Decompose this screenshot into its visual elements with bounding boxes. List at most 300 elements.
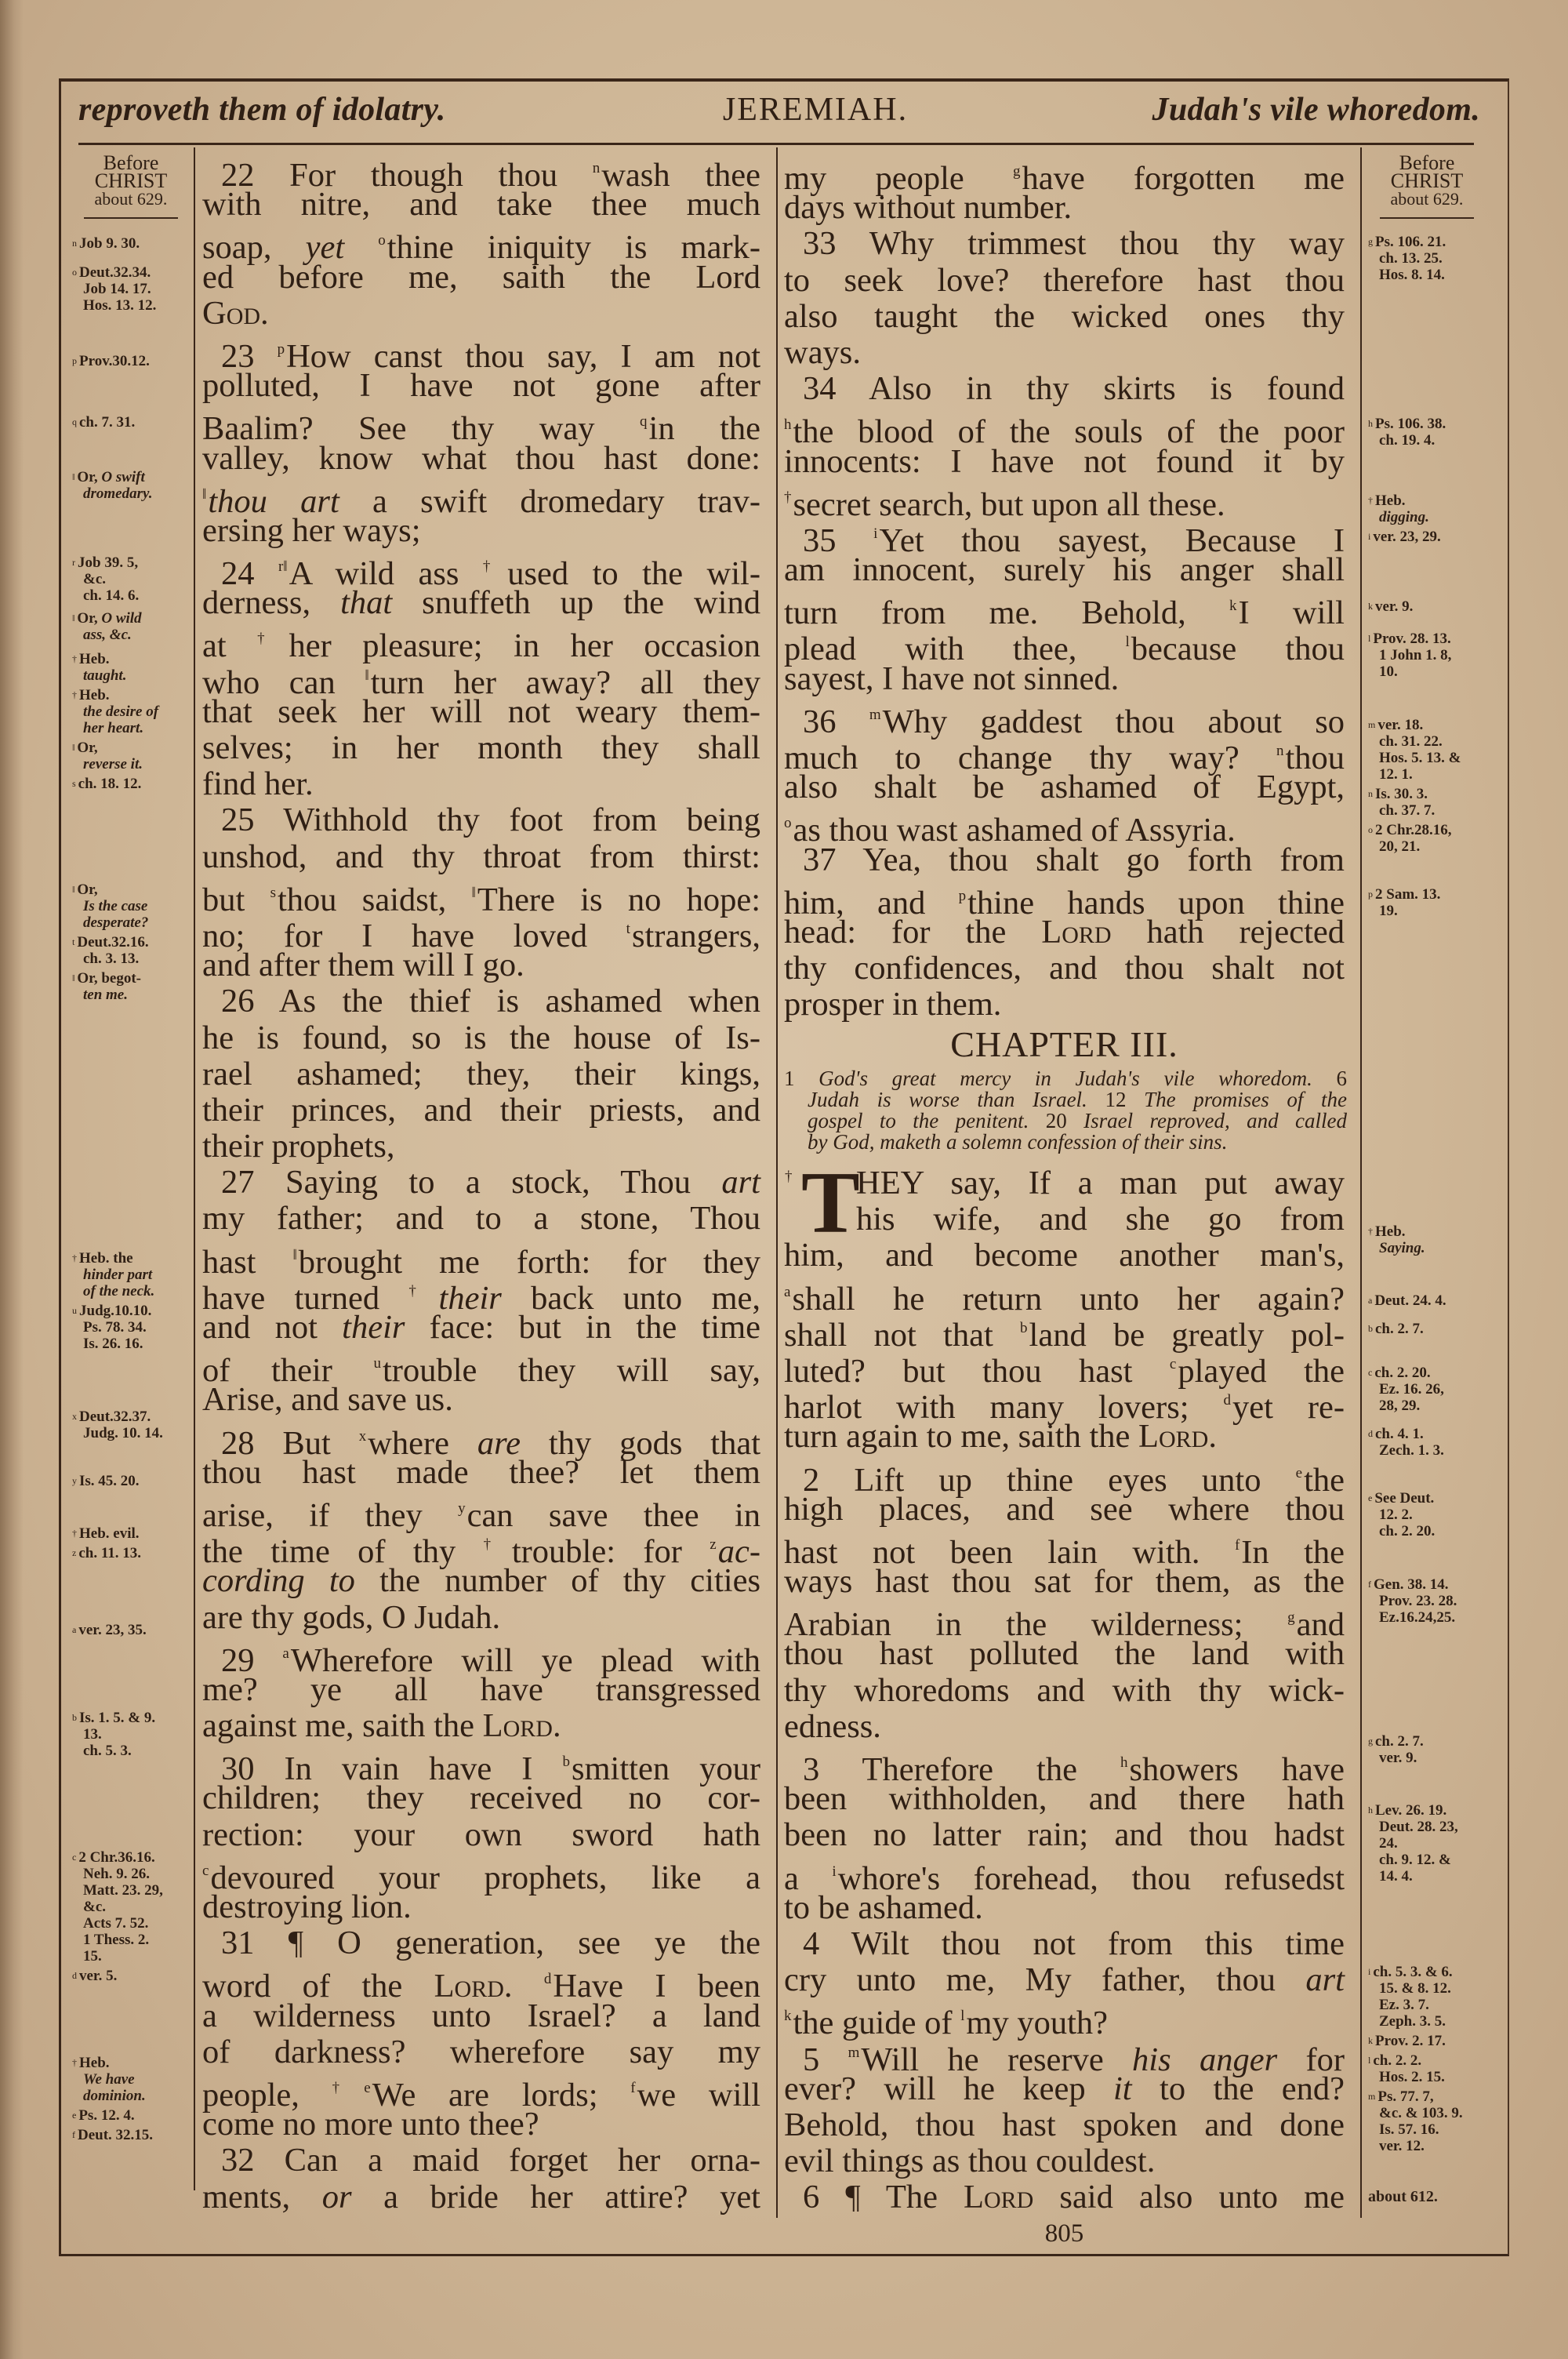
reference-marker: m xyxy=(1368,719,1376,730)
reference-marker: f xyxy=(630,2079,636,2096)
chapter-heading: CHAPTER III. xyxy=(950,1024,1178,1064)
reference-marker: g xyxy=(1368,1736,1373,1747)
margin-note-text: Hos. 5. 13. & xyxy=(1379,750,1461,766)
text-line xyxy=(784,1926,1345,1962)
text-line xyxy=(784,552,1345,588)
text-run: my father; and to a stone, Thou xyxy=(202,1200,760,1238)
margin-note-line xyxy=(72,353,190,369)
reference-marker: y xyxy=(72,1475,77,1486)
text-run: face: but in the time xyxy=(405,1309,760,1346)
reference-marker: i xyxy=(1368,531,1371,542)
margin-note-line xyxy=(72,1267,190,1283)
margin-note xyxy=(72,881,190,931)
margin-note-line xyxy=(72,1743,190,1759)
text-line xyxy=(784,226,1345,262)
text-run: been withholden, and there hath xyxy=(784,1780,1345,1818)
text-run: are xyxy=(477,1424,521,1462)
margin-note xyxy=(1368,1964,1486,2030)
text-line xyxy=(202,1201,760,1237)
margin-note-line xyxy=(1368,509,1486,525)
margin-note-text: ch. 3. 13. xyxy=(83,951,140,967)
text-line xyxy=(202,1092,760,1129)
text-run: Yet thou sayest, Because I xyxy=(879,522,1345,559)
text-run: 36 xyxy=(803,703,869,740)
margin-note-line xyxy=(1368,1997,1486,2013)
margin-note-line xyxy=(72,934,190,951)
left-margin-date xyxy=(72,151,190,219)
text-run: thy whoredoms and with thy wick- xyxy=(784,1671,1345,1709)
text-line xyxy=(202,1998,760,2034)
text-run: Lord xyxy=(434,1968,504,2005)
margin-note xyxy=(1368,529,1486,545)
text-run: strangers, xyxy=(631,917,760,954)
margin-note-line xyxy=(72,776,190,792)
date-year: about 629. xyxy=(1390,189,1464,209)
text-run: Wherefore will ye plead with xyxy=(290,1641,760,1679)
margin-note-line xyxy=(1368,2138,1486,2154)
margin-note-line xyxy=(1368,2105,1486,2121)
margin-note-text: ch. 11. 13. xyxy=(78,1545,142,1561)
text-run: In the xyxy=(1241,1533,1345,1571)
reference-marker: † xyxy=(1368,1226,1373,1237)
text-line xyxy=(202,1310,760,1346)
column-rule-center xyxy=(776,147,778,2218)
summary-text: God's great mercy in Judah's vile whoredom. xyxy=(818,1067,1337,1090)
margin-note xyxy=(1368,1223,1486,1256)
running-head xyxy=(78,85,1490,140)
margin-note-line xyxy=(72,914,190,931)
reference-marker: z xyxy=(710,1536,717,1554)
reference-marker: b xyxy=(72,1712,77,1723)
margin-note-line xyxy=(72,1283,190,1299)
text-run: innocents: I have not found it by xyxy=(784,442,1345,480)
text-run: thou hast made thee? let them xyxy=(202,1453,760,1491)
text-run: their xyxy=(342,1309,405,1346)
margin-note-line xyxy=(72,1899,190,1915)
margin-note-line xyxy=(72,651,190,667)
margin-note xyxy=(1368,717,1486,783)
margin-note-line xyxy=(1368,1964,1486,1980)
margin-note-line xyxy=(72,2088,190,2104)
text-run: land be greatly pol- xyxy=(1029,1316,1345,1354)
margin-note-line xyxy=(1368,1223,1486,1240)
text-run: but xyxy=(202,881,270,918)
reference-marker: p xyxy=(72,355,77,366)
text-run: and not xyxy=(202,1309,343,1346)
text-run: cording to xyxy=(202,1562,355,1600)
text-run: me? ye all have transgressed xyxy=(202,1670,760,1708)
text-run: the blood of the souls of the poor xyxy=(793,413,1345,451)
margin-note-text: ch. 2. 7. xyxy=(1375,1733,1424,1750)
margin-note-text: 28, 29. xyxy=(1379,1398,1421,1414)
text-line xyxy=(202,621,761,665)
margin-note xyxy=(1368,493,1486,525)
reference-marker: t xyxy=(626,920,630,937)
margin-note-line xyxy=(72,1622,190,1638)
text-run: We are lords; xyxy=(372,2076,631,2114)
text-run: smitten your xyxy=(571,1750,760,1788)
reference-marker: h xyxy=(1120,1754,1128,1771)
text-run: yet xyxy=(305,229,345,267)
margin-note-line xyxy=(72,1473,190,1489)
text-run: . xyxy=(552,1707,561,1745)
reference-marker: † xyxy=(784,489,792,506)
text-run: Lord xyxy=(1138,1418,1209,1456)
text-line xyxy=(784,444,1345,480)
reference-marker: h xyxy=(784,416,792,434)
summary-line xyxy=(784,1132,1347,1153)
text-line xyxy=(784,2143,1345,2179)
reference-marker: c xyxy=(1169,1355,1177,1372)
margin-note xyxy=(72,414,190,431)
margin-note-line xyxy=(72,414,190,431)
margin-note xyxy=(1368,822,1486,855)
text-run: wash thee xyxy=(601,157,760,194)
reference-marker: † xyxy=(72,689,77,700)
margin-note-line xyxy=(1368,2088,1486,2105)
summary-line xyxy=(784,1110,1347,1132)
text-run: 33 Why trimmest thou thy way xyxy=(803,225,1345,263)
text-line xyxy=(202,1853,760,1896)
text-run: his wife, and she go from xyxy=(856,1201,1345,1238)
margin-note-text: We have xyxy=(83,2071,135,2088)
reference-marker: ‖ xyxy=(72,742,75,753)
date-rule xyxy=(1380,217,1474,219)
text-run: with nitre, and take thee much xyxy=(202,186,760,224)
margin-note xyxy=(72,1473,190,1489)
text-run: his anger xyxy=(1132,2041,1278,2078)
margin-note-line xyxy=(1368,838,1486,855)
text-run: a xyxy=(784,1859,833,1897)
summary-text: gospel to the penitent. xyxy=(808,1109,1046,1132)
text-line xyxy=(784,805,1345,849)
text-run: that xyxy=(340,584,393,622)
date-before: Before xyxy=(103,151,159,174)
margin-note-line xyxy=(1368,598,1486,615)
text-run: their princes, and their priests, and xyxy=(202,1091,760,1129)
text-run: their xyxy=(438,1279,502,1317)
text-run: destroying lion. xyxy=(202,1888,412,1925)
margin-note xyxy=(72,469,190,502)
margin-note-text: 14. 4. xyxy=(1379,1868,1413,1885)
verse-number: 20 xyxy=(1045,1109,1084,1132)
text-run: selves; in her month they shall xyxy=(202,729,760,766)
reference-marker: o xyxy=(72,267,77,278)
text-run: him, and xyxy=(784,884,959,921)
text-run: her pleasure; in her occasion xyxy=(289,627,761,665)
text-line xyxy=(202,766,760,802)
text-line xyxy=(202,585,760,621)
reference-marker: m xyxy=(1368,2091,1376,2102)
margin-note-text: 2 Chr.28.16, xyxy=(1375,822,1452,838)
margin-note-text: Heb. evil. xyxy=(79,1525,140,1542)
margin-note-line xyxy=(1368,416,1486,432)
text-run: thy confidences, and thou shalt not xyxy=(784,950,1345,987)
margin-note-text: the desire of xyxy=(83,703,159,720)
text-run: 23 xyxy=(221,337,278,375)
margin-note-line xyxy=(1368,1292,1486,1309)
reference-marker: p xyxy=(1368,889,1373,900)
margin-note-text: Deut. 24. 4. xyxy=(1374,1292,1446,1309)
text-run: cry unto me, My father, thou xyxy=(784,1961,1306,1999)
text-run: Lord xyxy=(482,1707,553,1745)
text-run: to the end? xyxy=(1131,2070,1345,2107)
reference-marker: n xyxy=(592,160,601,176)
margin-note-line xyxy=(1368,1593,1486,1609)
reference-marker: c xyxy=(72,1852,77,1863)
margin-note xyxy=(72,554,190,604)
text-run: am innocent, surely his anger shall xyxy=(784,551,1345,589)
text-line xyxy=(784,1817,1345,1853)
text-run: head: for the xyxy=(784,913,1042,951)
text-run: Arise, and save us. xyxy=(202,1381,453,1419)
text-run: hath rejected xyxy=(1111,913,1345,951)
margin-note-text: 2 Sam. 13. xyxy=(1375,886,1441,903)
text-line xyxy=(784,1310,1345,1354)
text-run: for xyxy=(1277,2041,1345,2078)
text-run: ments, xyxy=(202,2178,322,2215)
text-run: or xyxy=(321,2178,352,2215)
reference-marker: ‖ xyxy=(72,972,75,983)
margin-note-line xyxy=(1368,2069,1486,2085)
margin-note xyxy=(72,353,190,369)
margin-note-line xyxy=(72,264,190,281)
margin-note xyxy=(1368,1733,1486,1766)
text-run: valley, know what thou hast done: xyxy=(202,439,760,477)
margin-note-text: Heb. xyxy=(1375,493,1406,509)
margin-note xyxy=(72,2127,190,2143)
text-run: used to the wil- xyxy=(507,555,760,593)
text-line xyxy=(202,223,760,267)
text-run: hast xyxy=(202,1243,293,1281)
margin-note-text: Judg. 10. 14. xyxy=(83,1425,163,1441)
reference-marker: m xyxy=(869,706,881,723)
margin-note-line xyxy=(72,281,190,297)
text-line xyxy=(202,911,760,954)
text-run: it xyxy=(1113,2070,1132,2107)
margin-note-text: ver. 5. xyxy=(79,1968,118,1984)
text-run: A wild ass xyxy=(289,555,483,593)
reference-marker: q xyxy=(72,416,77,427)
margin-note-text: Or, xyxy=(77,740,98,756)
margin-note-line xyxy=(72,1915,190,1932)
reference-marker: ‖ xyxy=(365,667,369,684)
reference-marker: ‖ xyxy=(471,884,476,901)
text-line xyxy=(202,1744,760,1788)
margin-note-text: ass, &c. xyxy=(83,627,132,643)
text-line xyxy=(202,332,761,375)
text-line xyxy=(202,1491,761,1534)
margin-note-line xyxy=(1368,267,1486,283)
margin-note xyxy=(72,1250,190,1299)
margin-note-line xyxy=(1368,1609,1486,1626)
text-line xyxy=(202,549,760,593)
margin-note-text: 19. xyxy=(1379,903,1398,919)
text-run: sayest, I have not sinned. xyxy=(784,660,1120,697)
margin-note-line xyxy=(72,1726,190,1743)
margin-note-text: ch. 2. 2. xyxy=(1373,2052,1422,2069)
reference-marker: f xyxy=(1368,1579,1371,1590)
margin-note-line xyxy=(1368,822,1486,838)
text-line xyxy=(784,335,1345,371)
running-head-right: Judah's vile whoredom. xyxy=(1152,92,1480,128)
margin-note xyxy=(1368,1576,1486,1626)
text-line xyxy=(784,1383,1345,1427)
margin-note-text: 1 John 1. 8, xyxy=(1379,647,1452,663)
text-line xyxy=(202,1346,760,1390)
margin-note-text: ch. 18. 12. xyxy=(78,776,142,792)
margin-note-line xyxy=(1368,1523,1486,1539)
text-line xyxy=(202,839,760,875)
margin-note xyxy=(72,1545,190,1561)
text-run: 35 xyxy=(803,522,874,559)
margin-note-text: ch. 31. 22. xyxy=(1379,733,1443,750)
text-line xyxy=(784,1781,1345,1817)
margin-note xyxy=(72,776,190,792)
margin-note-text: Ps. 77. 7, xyxy=(1377,2088,1434,2105)
text-run: that seek her will not weary them- xyxy=(202,692,760,730)
text-run: can save thee in xyxy=(466,1496,761,1534)
reference-marker: o xyxy=(784,815,792,832)
reference-marker: r‖ xyxy=(278,558,288,576)
margin-note-text: ver. 23, 35. xyxy=(78,1622,147,1638)
reference-marker: a xyxy=(784,1283,791,1300)
text-run: have turned xyxy=(202,1279,409,1317)
chapter-text xyxy=(784,1154,1345,2216)
text-run: shall not that xyxy=(784,1316,1021,1354)
text-line xyxy=(202,875,761,918)
reference-marker: e xyxy=(72,2110,77,2121)
text-line xyxy=(202,2179,760,2215)
reference-marker: o xyxy=(1368,824,1373,835)
margin-note-line xyxy=(72,1968,190,1984)
date-christ: CHRIST xyxy=(94,169,168,192)
reference-marker: d xyxy=(72,1970,77,1981)
text-line xyxy=(202,2034,760,2070)
reference-marker: n xyxy=(72,238,77,249)
text-run: their prophets, xyxy=(202,1128,395,1165)
reference-marker: ‖ xyxy=(72,612,75,623)
text-line xyxy=(784,1274,1345,1318)
text-run: shall he return unto her again? xyxy=(792,1280,1345,1318)
margin-note-text: Zeph. 3. 5. xyxy=(1379,2013,1446,2030)
margin-note-text: Neh. 9. 26. xyxy=(83,1866,150,1882)
margin-note-line xyxy=(1368,1240,1486,1256)
margin-note-line xyxy=(1368,802,1486,819)
reference-marker: k xyxy=(1368,601,1373,612)
reference-marker: z xyxy=(72,1547,77,1558)
margin-note-text: Hos. 13. 12. xyxy=(83,297,157,314)
text-run: Lord xyxy=(964,2179,1034,2216)
text-run: brought me forth: for they xyxy=(298,1243,761,1281)
text-line xyxy=(202,368,760,404)
margin-note-line xyxy=(72,898,190,914)
margin-note xyxy=(1368,631,1486,680)
text-run: the xyxy=(1304,1461,1345,1499)
text-run: him, and become another man's, xyxy=(784,1237,1345,1274)
text-run: ever? will he keep xyxy=(784,2070,1113,2107)
margin-note-line xyxy=(1368,750,1486,766)
margin-note-line xyxy=(1368,663,1486,680)
margin-note-line xyxy=(1368,733,1486,750)
text-run: Baalim? See thy way xyxy=(202,410,641,448)
margin-note-text: her heart. xyxy=(83,720,144,736)
text-run: 29 xyxy=(221,1641,283,1679)
text-run: back unto me, xyxy=(501,1279,760,1317)
text-line xyxy=(202,1636,760,1679)
margin-note xyxy=(72,934,190,967)
date-rule xyxy=(84,217,178,219)
reference-marker: † xyxy=(72,2057,77,2068)
margin-note-text: Saying. xyxy=(1379,1240,1425,1256)
text-run: showers have xyxy=(1129,1751,1345,1788)
margin-note-line xyxy=(1368,717,1486,733)
margin-note-line xyxy=(72,469,190,485)
text-run: and after them will I go. xyxy=(202,947,524,984)
text-run: 5 xyxy=(803,2041,848,2078)
text-run: edness. xyxy=(784,1707,881,1745)
margin-note-text: Acts 7. 52. xyxy=(83,1915,149,1932)
text-line xyxy=(202,260,760,296)
text-run: ac- xyxy=(717,1533,761,1571)
margin-note-text: Or, begot- xyxy=(77,970,141,987)
verse-number: 1 xyxy=(784,1067,819,1090)
margin-note-line xyxy=(1368,1365,1486,1381)
text-line xyxy=(202,477,760,520)
text-run: the time of thy xyxy=(202,1533,484,1571)
text-run: a wilderness unto Israel? a land xyxy=(202,1997,760,2034)
text-line xyxy=(784,697,1345,740)
margin-note-line xyxy=(1368,1507,1486,1523)
text-line xyxy=(202,730,760,766)
text-run: rael ashamed; they, their kings, xyxy=(202,1055,760,1092)
text-line xyxy=(202,1056,760,1092)
margin-note-text: ch. 5. 3. xyxy=(83,1743,132,1759)
text-run: in the xyxy=(648,410,760,448)
margin-note-text: Prov.30.12. xyxy=(79,353,150,369)
reference-marker: a xyxy=(1368,1295,1373,1306)
margin-note-text: Is. 26. 16. xyxy=(83,1336,143,1352)
margin-note-text: ch. 2. 20. xyxy=(1374,1365,1431,1381)
text-run: 26 As the thief is ashamed when xyxy=(221,983,760,1020)
text-run: . xyxy=(1208,1418,1217,1456)
text-run: 27 Saying to a stock, Thou xyxy=(221,1164,722,1201)
margin-note-line xyxy=(1368,2052,1486,2069)
text-run: at xyxy=(202,627,258,665)
margin-note-text: ver. 9. xyxy=(1379,1750,1417,1766)
margin-note-line xyxy=(72,2107,190,2124)
reference-marker: h xyxy=(1368,418,1373,429)
reference-marker: ‖ xyxy=(72,471,75,482)
text-line xyxy=(784,987,1345,1023)
text-line xyxy=(784,407,1345,451)
text-run: . xyxy=(260,294,269,332)
text-line xyxy=(784,1745,1345,1788)
margin-note-text: ch. 2. 7. xyxy=(1375,1321,1424,1337)
margin-note-text: ch. 14. 6. xyxy=(83,587,140,604)
margin-note-text: Deut.32.16. xyxy=(77,934,149,951)
margin-note-line xyxy=(1368,1750,1486,1766)
reference-marker: h xyxy=(1368,1805,1373,1816)
text-run: thou xyxy=(1285,740,1345,776)
reference-marker: b xyxy=(562,1754,570,1771)
margin-note xyxy=(72,687,190,736)
summary-text: by God, maketh a solemn confession of their sins. xyxy=(808,1130,1228,1154)
margin-note-text: Ez.16.24,25. xyxy=(1379,1609,1456,1626)
reference-marker: r xyxy=(72,557,75,568)
margin-note-line xyxy=(72,2071,190,2088)
margin-note-text: Heb. xyxy=(1375,1223,1406,1240)
